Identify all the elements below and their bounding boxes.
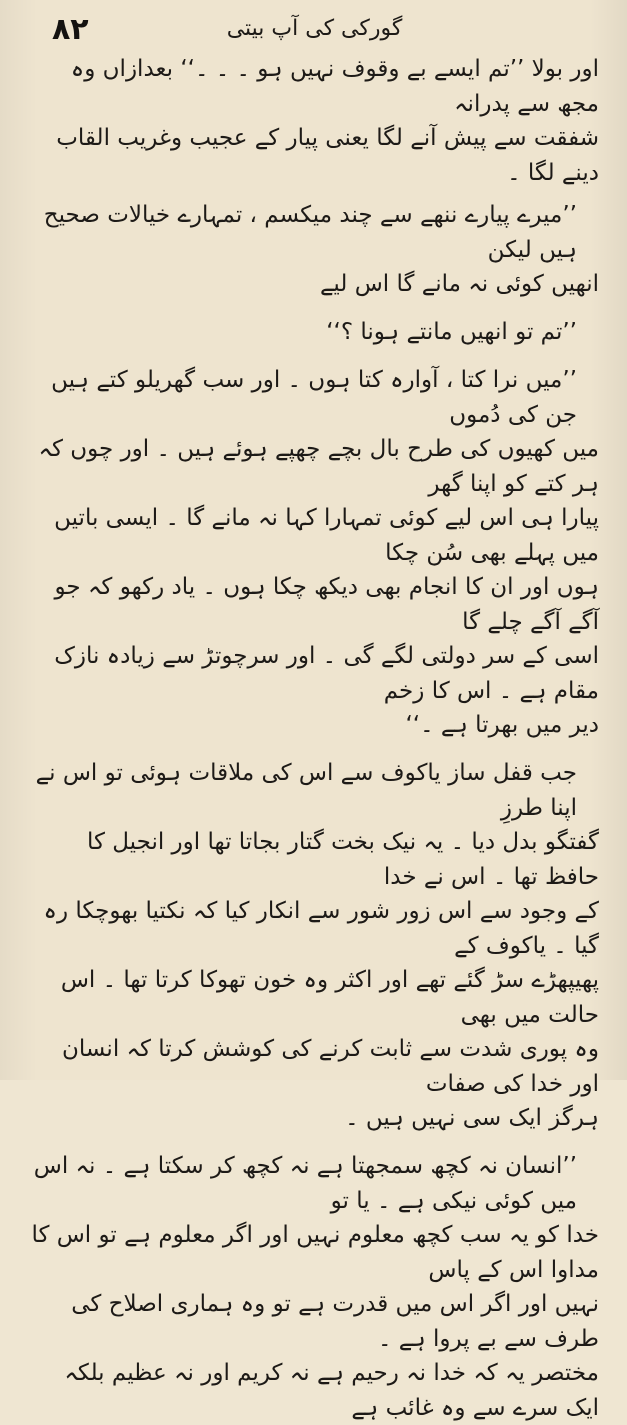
text-line: اور بولا ’’تم ایسے بے وقوف نہیں ہو ۔ ۔ ۔‘‘ بعدازاں وہ مجھ سے پدرانہ: [70, 56, 599, 117]
paragraph: [30, 52, 599, 190]
text-line: کے وجود سے اس زور شور سے انکار کیا کہ نکتیا بھوچکا رہ گیا ۔ یاکوف کے: [43, 898, 599, 959]
text-line: میں کھیوں کی طرح بال بچے چھپے ہوئے ہیں ۔ اور چوں کہ ہر کتے کو اپنا گھر: [38, 436, 599, 497]
paragraph: [30, 315, 599, 355]
text-line: شفقت سے پیش آنے لگا یعنی پیار کے عجیب وغریب القاب دینے لگا ۔: [56, 125, 599, 186]
text-line: ہوں اور ان کا انجام بھی دیکھ چکا ہوں ۔ یاد رکھو کہ جو آگے آگے چلے گا: [54, 574, 599, 635]
page-number: ۸۲: [52, 12, 89, 47]
paragraph: [30, 198, 599, 307]
text-line: ’’تم تو انھیں مانتے ہونا ؟‘‘: [326, 319, 577, 345]
text-line: ’’انسان نہ کچھ سمجھتا ہے نہ کچھ کر سکتا ہے ۔ نہ اس میں کوئی نیکی ہے ۔ یا تو: [33, 1153, 577, 1214]
page-header: [30, 8, 599, 52]
text-line: خدا کو یہ سب کچھ معلوم نہیں اور اگر معلوم ہے تو اس کا مداوا اس کے پاس: [31, 1222, 599, 1283]
text-line: اسی کے سر دولتی لگے گی ۔ اور سرچوتڑ سے زیادہ نازک مقام ہے ۔ اس کا زخم: [54, 643, 599, 704]
running-title: گورکی کی آپ بیتی: [226, 16, 403, 41]
text-line: پیارا ہی اس لیے کوئی تمہارا کہا نہ مانے گا ۔ ایسی باتیں میں پہلے بھی سُن چکا: [54, 505, 599, 566]
text-line: نہیں اور اگر اس میں قدرت ہے تو وہ ہماری اصلاح کی طرف سے بے پروا ہے ۔: [71, 1291, 599, 1352]
text-line: جب قفل ساز یاکوف سے اس کی ملاقات ہوئی تو اس نے اپنا طرزِ: [35, 760, 577, 821]
page-body: [30, 52, 599, 1425]
text-line: انھیں کوئی نہ مانے گا اس لیے: [319, 271, 599, 297]
paragraph: [30, 756, 599, 1141]
text-line: گفتگو بدل دیا ۔ یہ نیک بخت گتار بجاتا تھا اور انجیل کا حافظ تھا ۔ اس نے خدا: [86, 829, 599, 890]
text-line: ہرگز ایک سی نہیں ہیں ۔: [345, 1105, 599, 1131]
text-line: وہ پوری شدت سے ثابت کرنے کی کوشش کرتا کہ انسان اور خدا کی صفات: [62, 1036, 599, 1097]
text-line: ’’میں نرا کتا ، آوارہ کتا ہوں ۔ اور سب گھریلو کتے ہیں جن کی دُموں: [51, 367, 577, 428]
text-line: پھیپھڑے سڑ گئے تھے اور اکثر وہ خون تھوکا کرتا تھا ۔ اس حالت میں بھی: [60, 967, 599, 1028]
paragraphs: [30, 52, 599, 1425]
text-line: مختصر یہ کہ خدا نہ رحیم ہے نہ کریم اور نہ عظیم بلکہ ایک سرے سے وہ غائب ہے: [64, 1360, 599, 1421]
text-line: ’’میرے پیارے ننھے سے چند میکسم ، تمہارے خیالات صحیح ہیں لیکن: [43, 202, 577, 263]
paragraph: [30, 1149, 599, 1425]
text-line: دیر میں بھرتا ہے ۔‘‘: [405, 712, 599, 738]
paragraph: [30, 363, 599, 748]
